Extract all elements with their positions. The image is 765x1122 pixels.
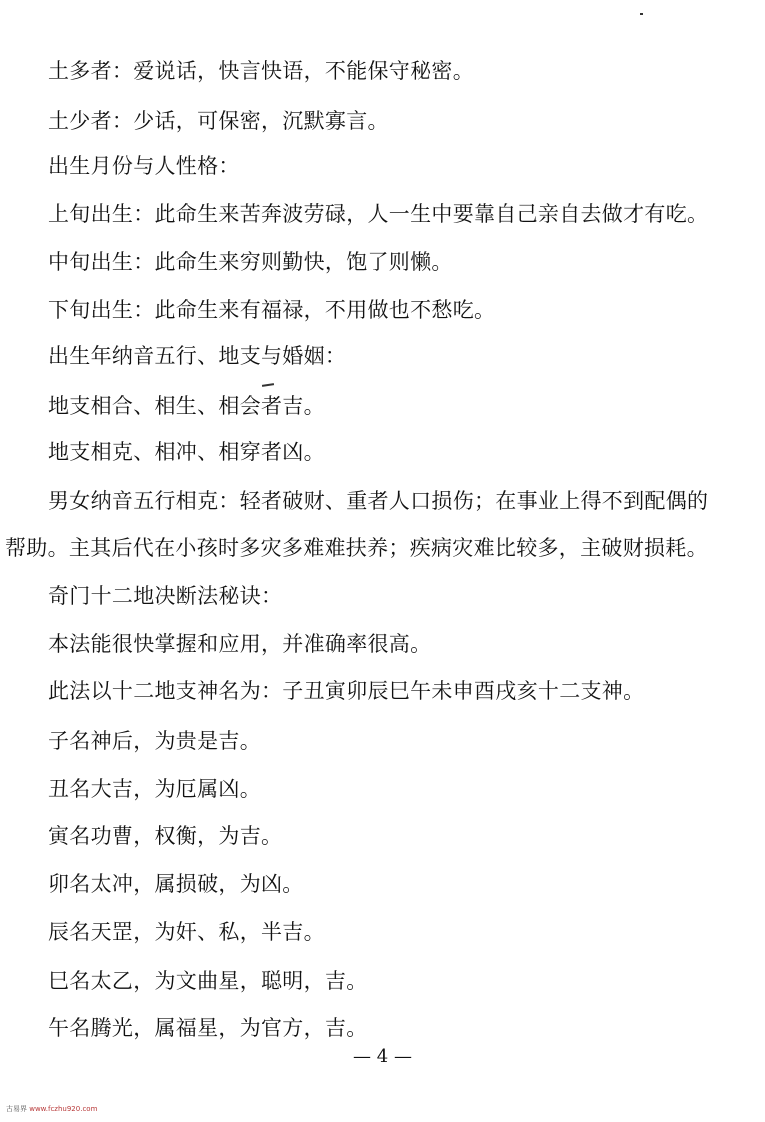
text-line: 子名神后，为贵是吉。	[48, 729, 261, 753]
text-line: 男女纳音五行相克：轻者破财、重者人口损伤；在事业上得不到配偶的	[48, 489, 709, 513]
section-heading: 奇门十二地决断法秘诀：	[48, 584, 283, 608]
text-line: 地支相克、相冲、相穿者凶。	[48, 440, 325, 464]
section-heading: 出生年纳音五行、地支与婚姻：	[48, 344, 347, 368]
text-line: 土多者：爱说话，快言快语，不能保守秘密。	[48, 59, 474, 83]
text-line: 土少者：少话，可保密，沉默寡言。	[48, 109, 389, 133]
text-line: 本法能很快掌握和应用，并准确率很高。	[48, 632, 432, 656]
text-line: 巳名太乙，为文曲星，聪明，吉。	[48, 969, 368, 993]
page-number: — 4 —	[353, 1046, 412, 1067]
text-line: 丑名大吉，为厄属凶。	[48, 777, 261, 801]
footer-site: 古易界	[6, 1105, 27, 1113]
section-heading: 出生月份与人性格：	[48, 154, 240, 178]
text-line: 下旬出生：此命生来有福禄，不用做也不愁吃。	[48, 298, 496, 322]
text-line: 地支相合、相生、相会者吉。	[48, 394, 325, 418]
text-line: 卯名太冲，属损破，为凶。	[48, 872, 304, 896]
text-line: 寅名功曹，权衡，为吉。	[48, 824, 283, 848]
text-line: 中旬出生：此命生来穷则勤快，饱了则懒。	[48, 250, 453, 274]
footer-url: www.fczhu920.com	[29, 1105, 98, 1113]
text-line: 上旬出生：此命生来苦奔波劳碌，人一生中要靠自己亲自去做才有吃。	[48, 202, 709, 226]
text-line: 此法以十二地支神名为：子丑寅卯辰巳午未申酉戌亥十二支神。	[48, 679, 645, 703]
scan-speck	[640, 13, 643, 15]
scan-speck	[262, 383, 274, 387]
text-line: 辰名天罡，为奸、私，半吉。	[48, 920, 325, 944]
footer-watermark	[6, 1104, 97, 1114]
text-line-continuation: 帮助。主其后代在小孩时多灾多难难扶养；疾病灾难比较多，主破财损耗。	[5, 536, 708, 560]
text-line: 午名腾光，属福星，为官方，吉。	[48, 1016, 368, 1040]
